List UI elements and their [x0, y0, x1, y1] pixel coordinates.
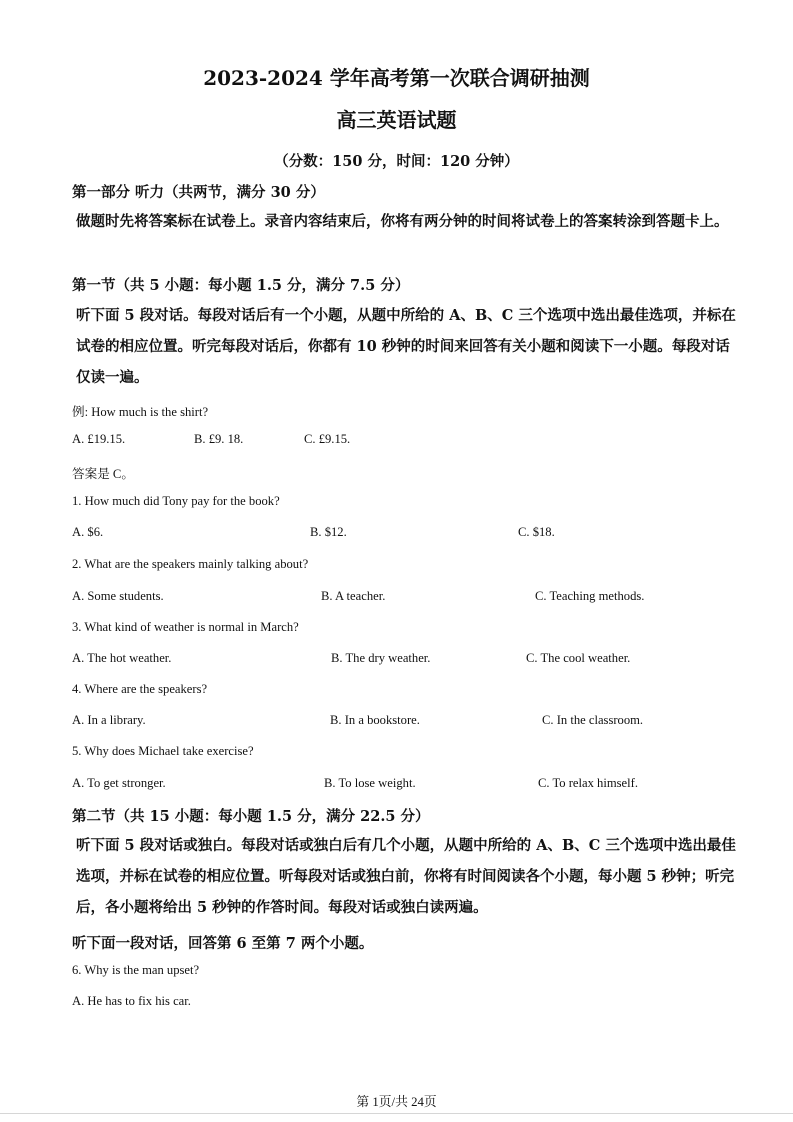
- section1-heading: 第一节（共 5 小题：每小题 1.5 分，满分 7.5 分）: [72, 277, 410, 294]
- question-5-option-c: C. To relax himself.: [538, 776, 638, 790]
- page-number: 第 1页/共 24页: [356, 1095, 437, 1109]
- question-1-option-a: A. $6.: [72, 525, 104, 539]
- question-2: 2. What are the speakers mainly talking about?: [72, 557, 309, 571]
- question-1: 1. How much did Tony pay for the book?: [72, 494, 280, 508]
- question-3-option-c: C. The cool weather.: [526, 651, 631, 665]
- question-5: 5. Why does Michael take exercise?: [72, 744, 254, 758]
- question-4-option-c: C. In the classroom.: [542, 713, 644, 727]
- question-1-option-b: B. $12.: [310, 525, 347, 539]
- example-option-c: C. £9.15.: [304, 432, 351, 446]
- section2-heading: 第二节（共 15 小题：每小题 1.5 分，满分 22.5 分）: [72, 808, 430, 825]
- example-question: 例: How much is the shirt?: [72, 405, 209, 419]
- exam-subtitle: 高三英语试题: [336, 108, 457, 132]
- question-5-option-a: A. To get stronger.: [72, 776, 166, 790]
- part1-heading: 第一部分 听力（共两节，满分 30 分）: [72, 184, 325, 201]
- question-4: 4. Where are the speakers?: [72, 682, 208, 696]
- question-4-option-a: A. In a library.: [72, 713, 146, 727]
- question-3: 3. What kind of weather is normal in March?: [72, 620, 299, 634]
- section2-instructions: 听下面 5 段对话或独白。每段对话或独白后有几个小题，从题中所给的 A、B、C 三个选项中选出最佳选项，并标在试卷的相应位置。听每段对话或独白前，你将有时间阅读各个小题，每小题 5 秒钟；听完后，各小题将给出 5 秒钟的作答时间。每段对话或独白读两遍。: [76, 837, 736, 916]
- example-option-b: B. £9. 18.: [194, 432, 244, 446]
- footer-divider: [0, 1113, 793, 1114]
- question-6-option-a: A. He has to fix his car.: [72, 994, 191, 1008]
- part1-instructions: 做题时先将答案标在试卷上。录音内容结束后，你将有两分钟的时间将试卷上的答案转涂到答题卡上。: [76, 213, 729, 230]
- example-answer: 答案是 C。: [72, 467, 134, 481]
- exam-title: 2023-2024 学年高考第一次联合调研抽测: [203, 66, 590, 90]
- example-option-a: A. £19.15.: [72, 432, 126, 446]
- question-3-option-a: A. The hot weather.: [72, 651, 172, 665]
- question-5-option-b: B. To lose weight.: [324, 776, 416, 790]
- section1-instructions: 听下面 5 段对话。每段对话后有一个小题，从题中所给的 A、B、C 三个选项中选出最佳选项，并标在试卷的相应位置。听完每段对话后，你都有 10 秒钟的时间来回答有关小题和阅读下一小题。每段对话仅读一遍。: [76, 307, 736, 386]
- question-2-option-c: C. Teaching methods.: [535, 589, 645, 603]
- question-2-option-a: A. Some students.: [72, 589, 164, 603]
- question-6: 6. Why is the man upset?: [72, 963, 200, 977]
- question-2-option-b: B. A teacher.: [321, 589, 386, 603]
- group-instruction: 听下面一段对话，回答第 6 至第 7 两个小题。: [72, 935, 374, 952]
- question-1-option-c: C. $18.: [518, 525, 555, 539]
- question-3-option-b: B. The dry weather.: [331, 651, 431, 665]
- question-4-option-b: B. In a bookstore.: [330, 713, 420, 727]
- score-info: （分数：150 分，时间：120 分钟）: [274, 153, 519, 170]
